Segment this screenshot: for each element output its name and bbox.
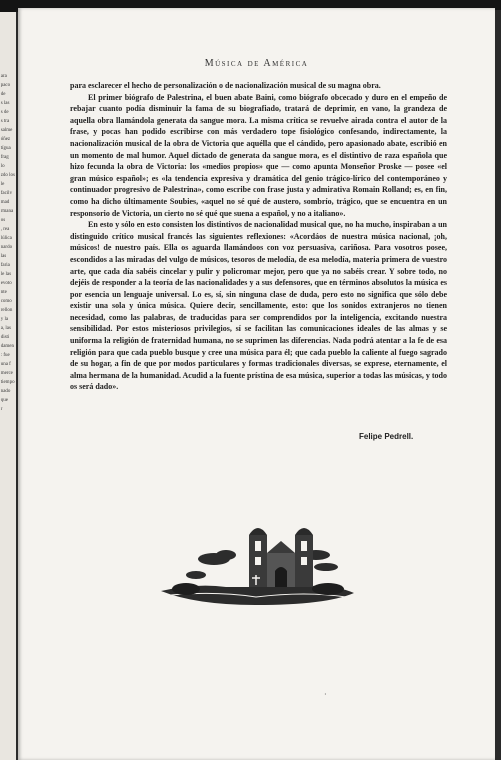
right-page-edge xyxy=(495,10,501,760)
book-page xyxy=(18,8,495,760)
paragraph-2: El primer biógrafo de Palestrina, el buen abate Baini, como biógrafo obcecado y duro en el empeño de rebajar cuanto podía disminuir la fama de su biografiado, tratará de deprimir, en vano, la grandeza de aquella obra llamándola generata da sangue mora. La misma crítica se revuelve airada contra el autor de la frase, y pocas han podido escribirse con más verdadero tope fisiológico confesando, indirectamente, la nacionalización musical de la obra de Victoria que aquélla que el cándido, pero apasionado abate, escribió en un momento de mal humor. Aquel dictado de generata da sangue mora, es el distintivo de raza española que hizo fecunda la obra de Victoria: los «medios propios» que — como apunta Monseñor Proske — posee «el gran músico español»; es «la tendencia expresiva y dramática del genio trágico-lírico del contemporáneo y continuador progresivo de Palestrina», como escribe con frase justa y admirativa Romain Rolland; es, en fin, como ha dicho últimamente Soubies, «aquel no sé qué de austero, sombrío, trágico, que se encuentra en un responsorio de Victoria, un cierto no sé qué que suena a español, y no a italiano». xyxy=(70,92,447,218)
author-signature: Felipe Pedrell. xyxy=(359,432,414,441)
stray-mark: · xyxy=(324,690,327,699)
church-vignette-illustration xyxy=(156,513,356,613)
facing-page-text: ara paco de s las s de s tra salme óñez tígua frag lo zdo los le facilv mad rmana os , rea lúlica nardo las faria le las evoto nte como rellon y la a, las disti damen : fue una f merce tiempo nado que r xyxy=(0,74,15,412)
running-head: Música de América xyxy=(204,58,309,69)
facing-page-edge xyxy=(0,12,18,760)
body-text xyxy=(70,80,447,393)
paragraph-1: para esclarecer el hecho de personalización o de nacionalización musical de su magna obra. xyxy=(70,81,381,90)
paragraph-3: En esto y sólo en esto consisten los distintivos de nacionalidad musical que, no ha mucho, inspiraban a un distinguido crítico musical francés las siguientes reflexiones: «Acordáos de nuestra música nacional, ¡oh, músicos! de nuestro país. Ella os aguarda llamándoos con voz persuasiva, cariñosa. Para vosotros posee, escondidos a las miradas del vulgo de músicos, tesoros de melodía, de esa melodía, materia primera de vuestro arte, que cada día sabéis cincelar y pulir y policromar mejor, pero que ya no sabéis crear. Y sobre todo, no dejéis de responder a la teoría de las nacionalidades y a sus defensores, que en términos absolutos la música es por esencia un lenguaje universal. Lo es, sí, sin ninguna clase de duda, pero esto no significa que sólo debe existir una sola y única música. Quiere decir, sencillamente, esto: que los sonidos extranjeros no tienen necesidad, como las palabras, de traducidas para ser comprendidos por la inteligencia, excitando nuestra sensibilidad. Por estos misteriosos privilegios, sí se facilitan las comunicaciones ideales de las almas y se uniforma la religión de fraternidad humana, no se suprimen las diferencias. Nada podrá atentar a la fe de esa religión para que cada pueblo busque y cree una música para él; que cada pueblo la caliente al fuego sagrado de su hogar, a fin de que por modos particulares y formas tradicionales diversas, se exprese, eternamente, el alma hermana de la humanidad. Acudid a la fuente prístina de esa música, superior a todas las músicas, y todo os será dado». xyxy=(70,220,447,392)
